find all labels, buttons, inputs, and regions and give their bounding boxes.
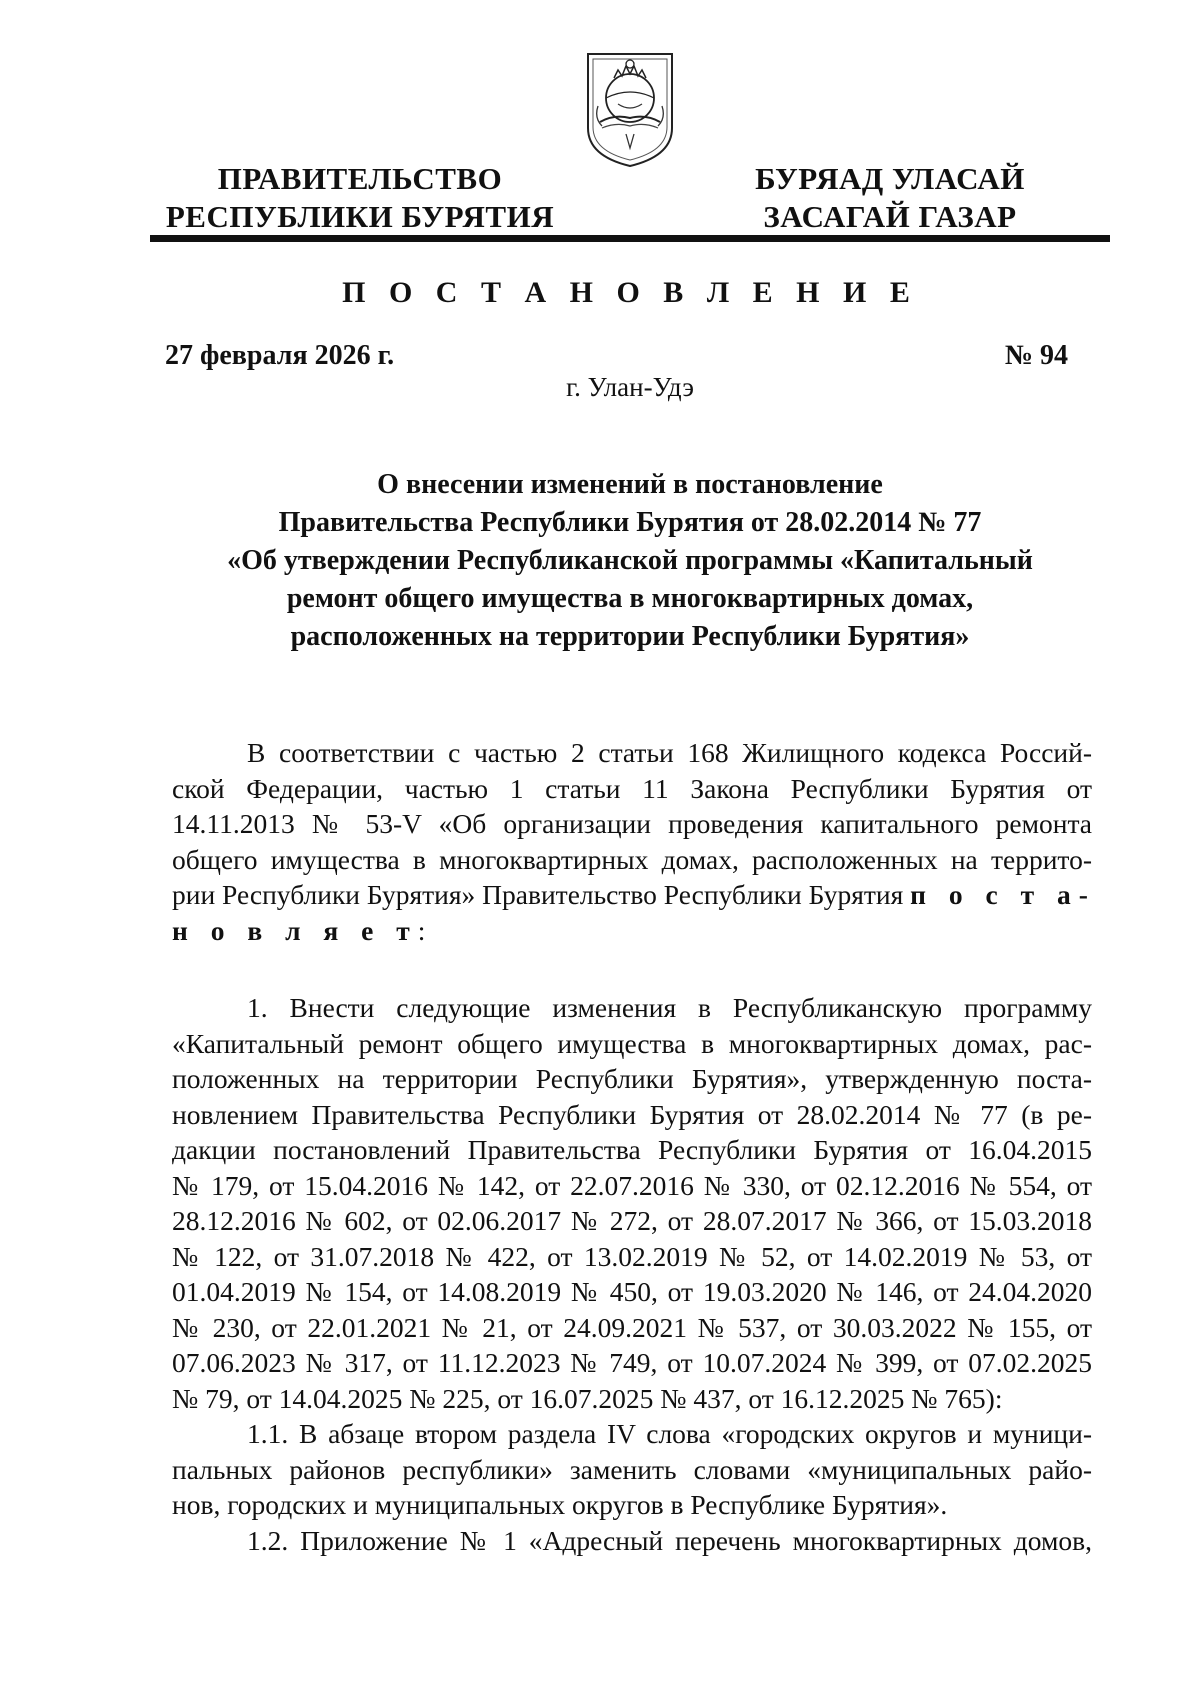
paragraph-line: общего имущества в многоквартирных домах, расположенных на террито- [172,843,1092,875]
paragraph-line: № 179, от 15.04.2016 № 142, от 22.07.2016 № 330, от 02.12.2016 № 554, от [172,1169,1092,1201]
paragraph-line: 1.2. Приложение № 1 «Адресный перечень многоквартирных домов, [247,1524,1092,1556]
paragraph-line: нов, городских и муниципальных округов в Республике Бурятия». [172,1489,948,1520]
paragraph-line: новлением Правительства Республики Бурятия от 28.02.2014 № 77 (в ре- [172,1098,1092,1130]
paragraph-line [172,913,1092,949]
document-number: № 94 [1004,340,1068,371]
paragraph-line: 1.1. В абзаце втором раздела IV слова «городских округов и муници- [247,1418,1092,1449]
title-line: ремонт общего имущества в многоквартирных домах, [286,583,974,614]
paragraph-line [172,877,1096,913]
decree-verb-part-2: н о в л я е т [172,914,418,946]
title-line: Правительства Республики Бурятия от 28.02.2014 № 77 [278,507,982,538]
header-left-authority [150,160,570,236]
header-divider [150,235,1110,242]
paragraph-line: ской Федерации, частью 1 статьи 11 Закона Республики Бурятия от [172,772,1092,804]
title-line: О внесении изменений в постановление [377,469,883,500]
section-item-1 [172,990,1092,1558]
title-line: расположенных на территории Республики Бурятия» [290,621,970,652]
paragraph-line: № 122, от 31.07.2018 № 422, от 13.02.2019 № 52, от 14.02.2019 № 53, от [172,1240,1092,1272]
document-city: г. Улан-Удэ [566,372,694,402]
header-left-line-2: РЕСПУБЛИКИ БУРЯТИЯ [165,199,555,234]
paragraph-line: 28.12.2016 № 602, от 02.06.2017 № 272, от 28.07.2017 № 366, от 15.03.2018 [172,1205,1092,1236]
header-right-line-1: БУРЯАД УЛАСАЙ [755,161,1025,196]
paragraph-line: В соответствии с частью 2 статьи 168 Жилищного кодекса Россий- [247,737,1092,768]
title-line: «Об утверждении Республиканской программы «Капитальный [227,545,1033,576]
document-date: 27 февраля 2026 г. [165,340,395,371]
document-type: П О С Т А Н О В Л Е Н И Е [342,276,918,309]
paragraph-line: № 230, от 22.01.2021 № 21, от 24.09.2021 № 537, от 30.03.2022 № 155, от [172,1311,1092,1343]
paragraph-line: № 79, от 14.04.2025 № 225, от 16.07.2025 № 437, от 16.12.2025 № 765): [172,1382,1003,1414]
paragraph-line: 14.11.2013 № 53-V «Об организации проведения капитального ремонта [172,808,1092,839]
header-right-line-2: ЗАСАГАЙ ГАЗАР [763,199,1017,234]
header-left-line-1: ПРАВИТЕЛЬСТВО [217,161,503,196]
header-right-authority [740,160,1040,236]
decree-verb-colon: : [417,914,426,946]
paragraph-line: «Капитальный ремонт общего имущества в многоквартирных домах, рас- [172,1027,1092,1059]
paragraph-line: пальных районов республики» заменить словами «муниципальных райо- [172,1453,1092,1485]
paragraph-line: 1. Внести следующие изменения в Республиканскую программу [247,992,1092,1023]
document-title [150,466,1110,656]
paragraph-line: 01.04.2019 № 154, от 14.08.2019 № 450, от 19.03.2020 № 146, от 24.04.2020 [172,1276,1092,1307]
coat-of-arms-icon [584,48,676,170]
paragraph-line: положенных на территории Республики Бурятия», утвержденную поста- [172,1063,1092,1094]
preamble-line-text: рии Республики Бурятия» Правительство Республики Бурятия [172,879,904,910]
decree-verb-part-1: п о с т а- [910,879,1096,910]
paragraph-line: 07.06.2023 № 317, от 11.12.2023 № 749, от 10.07.2024 № 399, от 07.02.2025 [172,1347,1092,1378]
preamble-paragraph [172,735,1096,948]
paragraph-line: дакции постановлений Правительства Республики Бурятия от 16.04.2015 [172,1134,1092,1165]
